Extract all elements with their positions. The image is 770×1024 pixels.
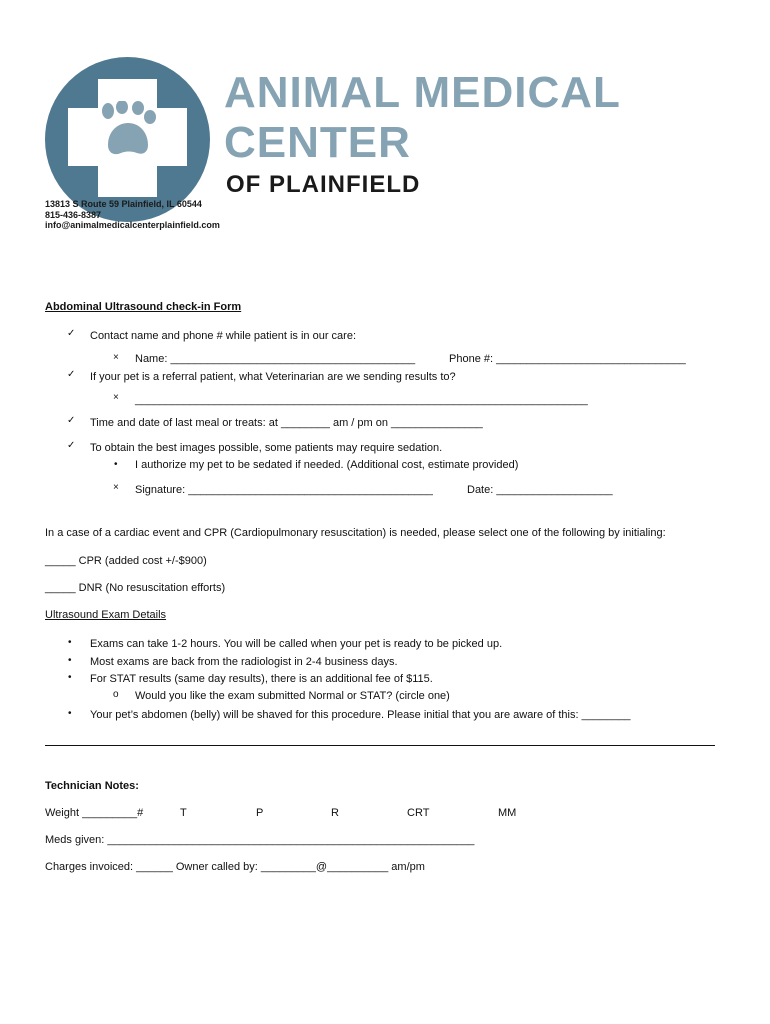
technician-notes-heading: Technician Notes: (45, 780, 139, 792)
check-icon: ✓ (67, 369, 76, 380)
exam-details-heading: Ultrasound Exam Details (45, 609, 167, 621)
exam-bullet-2: Most exams are back from the radiologist in 2-4 business days. (90, 656, 398, 668)
cross-icon: × (113, 482, 119, 493)
date-field[interactable]: Date: ___________________ (467, 484, 613, 496)
bullet-icon: • (68, 655, 72, 666)
logo-title-line3: OF PLAINFIELD (226, 171, 421, 198)
email-address: info@animalmedicalcenterplainfield.com (45, 220, 220, 230)
referral-vet-field[interactable]: __________________________________________________________________________ (135, 394, 588, 406)
respiration-label: R (331, 807, 339, 819)
check-icon: ✓ (67, 415, 76, 426)
divider (45, 745, 715, 746)
paw-print-icon (92, 101, 162, 165)
stat-choice[interactable]: Would you like the exam submitted Normal or STAT? (circle one) (135, 690, 450, 702)
address: 13813 S Route 59 Plainfield, IL 60544 (45, 199, 202, 209)
signature-field[interactable]: Signature: ________________________________________ (135, 484, 433, 496)
bullet-icon: • (114, 459, 118, 470)
charges-owner-field[interactable]: Charges invoiced: ______ Owner called by: _________@__________ am/pm (45, 861, 425, 873)
sedation-label: To obtain the best images possible, some patients may require sedation. (90, 442, 443, 454)
crt-label: CRT (407, 807, 430, 819)
sedation-authorization: I authorize my pet to be sedated if needed. (Additional cost, estimate provided) (135, 459, 519, 471)
check-icon: ✓ (67, 328, 76, 339)
cpr-intro: In a case of a cardiac event and CPR (Cardiopulmonary resuscitation) is needed, please select one of the following by initialing: (45, 527, 666, 539)
dnr-option[interactable]: _____ DNR (No resuscitation efforts) (45, 582, 226, 594)
mm-label: MM (498, 807, 517, 819)
weight-field[interactable]: Weight _________# (45, 807, 144, 819)
phone-number: 815-436-8387 (45, 210, 102, 220)
bullet-icon: • (68, 708, 72, 719)
phone-field[interactable]: Phone #: _______________________________ (449, 353, 686, 365)
check-icon: ✓ (67, 440, 76, 451)
exam-bullet-1: Exams can take 1-2 hours. You will be called when your pet is ready to be picked up. (90, 638, 503, 650)
shave-initial-field[interactable]: Your pet’s abdomen (belly) will be shaved for this procedure. Please initial that you are aware of this: ________ (90, 709, 631, 721)
cpr-option[interactable]: _____ CPR (added cost +/-$900) (45, 555, 207, 567)
meds-given-field[interactable]: Meds given: ____________________________________________________________ (45, 834, 475, 846)
pulse-label: P (256, 807, 264, 819)
logo-title-line2: CENTER (224, 118, 411, 167)
bullet-icon: • (68, 637, 72, 648)
cross-icon: × (113, 352, 119, 363)
referral-label: If your pet is a referral patient, what Veterinarian are we sending results to? (90, 371, 456, 383)
name-field[interactable]: Name: ________________________________________ (135, 353, 416, 365)
temperature-label: T (180, 807, 187, 819)
logo-title-line1: ANIMAL MEDICAL (224, 68, 621, 117)
form-title: Abdominal Ultrasound check-in Form (45, 301, 242, 313)
exam-bullet-3: For STAT results (same day results), there is an additional fee of $115. (90, 673, 433, 685)
circle-bullet-icon: o (113, 689, 119, 700)
bullet-icon: • (68, 672, 72, 683)
cross-icon: × (113, 392, 119, 403)
last-meal-field[interactable]: Time and date of last meal or treats: at ________ am / pm on _______________ (90, 417, 483, 429)
contact-label: Contact name and phone # while patient is in our care: (90, 330, 356, 342)
